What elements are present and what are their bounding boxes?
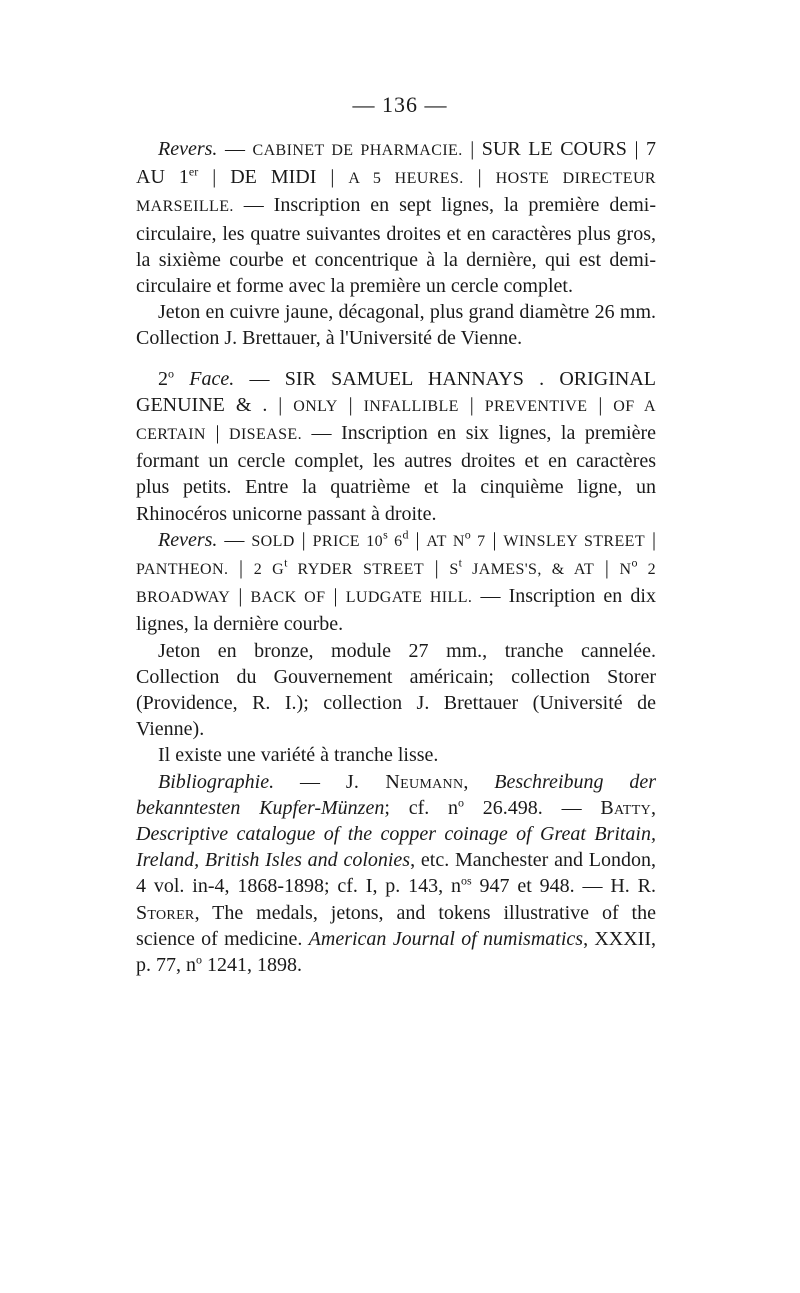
legend-text: OF A CERTAIN	[136, 397, 656, 444]
work-title: Beschreibung der bekanntesten Kupfer-Münzen	[136, 770, 657, 819]
paragraph-revers-1: Revers. — CABINET DE PHARMACIE. | SUR LE COURS | 7 AU 1er | DE MIDI | A 5 HEURES. | HOSTE DIRECTEUR MARSEILLE. — Inscription en sept lignes, la première demi-circulaire, les quatre suivantes droites et en caractères plus gros, la sixième courbe et concentrique à la dernière, qui est demi-circulaire et forme avec la première un cercle complet.	[136, 138, 656, 298]
legend-text: SUR LE COURS	[481, 138, 627, 160]
paragraph-jeton-1: Jeton en cuivre jaune, décagonal, plus grand diamètre 26 mm. Collection J. Brettauer, à l'Université de Vienne.	[136, 301, 656, 350]
legend-text: A 5	[348, 170, 382, 188]
legend-text: SOLD	[251, 532, 295, 550]
work-title: Descriptive catalogue of the copper coinage of Great Britain, Ireland, British Isles and colonies	[136, 823, 656, 872]
legend-text: DISEASE.	[229, 426, 302, 444]
legend-text: SIR SAMUEL HANNAYS . ORIGINAL GENUINE & .	[136, 367, 656, 416]
legend-text: HOSTE DIRECTEUR MARSEILLE.	[136, 170, 656, 216]
legend-text: PREVENTIVE	[484, 397, 588, 415]
legend-text: PRICE 10	[312, 532, 384, 550]
legend-text: S	[449, 561, 459, 579]
paragraph-face-2: 2$^o$ Face. — SIR SAMUEL HANNAYS . ORIGINAL GENUINE & . | ONLY | INFALLIBLE | PREVENTIVE | OF A CERTAIN | DISEASE. — Inscription en six lignes, la première formant un cercle complet, les autres droites et en caractères plus petits. Entre la quatrième et la cinquième ligne, un Rhinocéros unicorne passant à droite.	[136, 365, 656, 525]
legend-text: N	[619, 561, 632, 579]
author-name: J. Neumann	[345, 770, 464, 793]
label-bibliographie: Bibliographie.	[158, 770, 275, 793]
legend-text: AT N	[426, 532, 465, 550]
author-name: Batty	[600, 796, 652, 819]
legend-text: LUDGATE HILL.	[345, 589, 473, 607]
legend-text: 2 G	[253, 561, 285, 579]
legend-text: 7 AU 1	[136, 138, 656, 189]
legend-text: CABINET DE PHARMACIE.	[252, 142, 463, 159]
legend-text: PANTHEON.	[136, 561, 229, 579]
work-title: American Journal of numismatics	[308, 927, 584, 950]
legend-text: ONLY	[293, 397, 338, 415]
description-text: — Inscription en sept lignes, la première demi-circulaire, les quatre suivantes droites et en caractères plus gros, la sixième courbe et concentrique à la dernière, qui est demi-circulaire et forme avec la première un cercle complet.	[136, 194, 656, 298]
page-number: — 136 —	[352, 92, 448, 117]
description-text: — Inscription en dix lignes, la dernière courbe.	[136, 585, 656, 636]
label-face: Face.	[174, 367, 235, 390]
legend-text: BACK OF	[250, 589, 326, 607]
paragraph-jeton-2: Jeton en bronze, module 27 mm., tranche cannelée. Collection du Gouvernement américain; collection Storer (Providence, R. I.); collection J. Brettauer (Université de Vienne).	[136, 639, 656, 741]
label-revers: Revers.	[158, 528, 218, 551]
label-revers: Revers.	[158, 138, 218, 160]
author-name: Storer	[136, 901, 195, 924]
legend-text: WINSLEY STREET	[503, 532, 646, 550]
description-text: — Inscription en six lignes, la première formant un cercle complet, les autres droites et en caractères plus petits. Entre la quatrième et la cinquième ligne, un Rhinocéros unicorne passant à droite.	[136, 422, 656, 525]
page-body	[136, 136, 656, 978]
legend-text: DE MIDI	[230, 166, 317, 189]
legend-text: INFALLIBLE	[363, 397, 459, 415]
paragraph-variete: Il existe une variété à tranche lisse.	[158, 744, 439, 767]
paragraph-revers-2: Revers. — SOLD | PRICE 10$^s$ 6$^d$ | AT $N^o$ 7 | WINSLEY STREET | PANTHEON. | 2 $G^t$ RYDER STREET | $S^t$ JAMES'S, & AT | $N^o$ 2 BROADWAY | BACK OF | LUDGATE HILL. — Inscription en dix lignes, la dernière courbe.	[136, 527, 656, 636]
paragraph-bibliographie: Bibliographie. — J. Neumann, Beschreibung der bekanntesten Kupfer-Münzen; cf. $n^o$ 26.498. — Batty, Descriptive catalogue of the copper coinage of Great Britain, Ireland, British Isles and colonies, etc. Manchester and London, 4 vol. in-4, 1868-1898; cf. I, p. 143, $n^{os}$ 947 et 948. — H. R. Storer, The medals, jetons, and tokens illustrative of the science of medicine. American Journal of numismatics, XXXII, p. 77, $n^o$ 1241, 1898.	[136, 770, 657, 977]
